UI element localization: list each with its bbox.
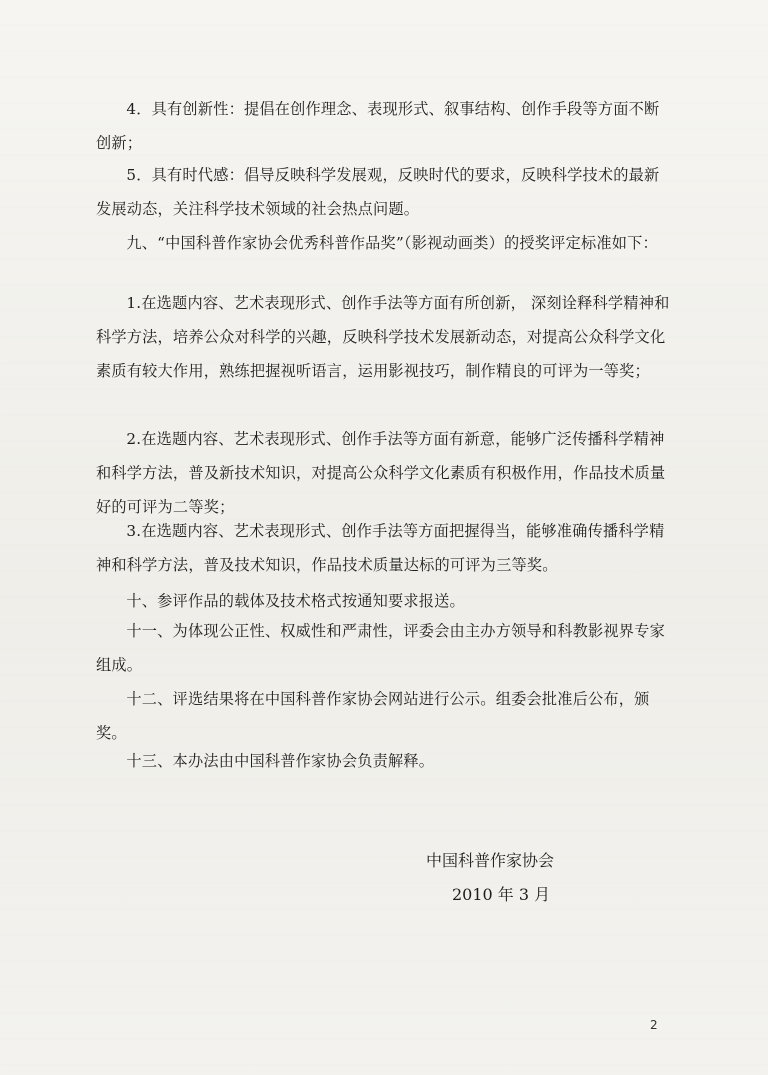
signature-organization: 中国科普作家协会 — [426, 851, 555, 870]
paragraph-timeliness: 5．具有时代感：倡导反映科学发展观，反映时代的要求，反映科学技术的最新发展动态，关注科学技术领域的社会热点问题。 — [96, 166, 660, 218]
paragraph-third-prize: 3.在选题内容、艺术表现形式、创作手法等方面把握得当，能够准确传播科学精神和科学方法，普及技术知识，作品技术质量达标的可评为三等奖。 — [96, 522, 665, 574]
paragraph-interpretation: 十三、本办法由中国科普作家协会负责解释。 — [126, 752, 435, 770]
signature-date: 2010 年 3 月 — [452, 885, 551, 904]
paragraph-innovation: 4．具有创新性：提倡在创作理念、表现形式、叙事结构、创作手段等方面不断创新； — [96, 100, 660, 152]
paragraph-criteria-heading: 九、“中国科普作家协会优秀科普作品奖”（影视动画类）的授奖评定标准如下： — [126, 234, 658, 252]
paragraph-jury: 十一、为体现公正性、权威性和严肃性，评委会由主办方领导和科教影视界专家组成。 — [96, 622, 665, 674]
paragraph-first-prize: 1.在选题内容、艺术表现形式、创作手法等方面有所创新， 深刻诠释科学精神和科学方法，培养公众对科学的兴趣，反映科学技术发展新动态，对提高公众科学文化素质有较大作用，熟练把握视听语言，运用影视技巧，制作精良的可评为一等奖； — [96, 294, 670, 380]
paragraph-format: 十、参评作品的载体及技术格式按通知要求报送。 — [126, 592, 465, 610]
paragraph-results: 十二、评选结果将在中国科普作家协会网站进行公示。组委会批准后公布，颁奖。 — [96, 690, 650, 742]
page-number: 2 — [650, 1018, 658, 1032]
paragraph-second-prize: 2.在选题内容、艺术表现形式、创作手法等方面有新意，能够广泛传播科学精神和科学方法，普及新技术知识，对提高公众科学文化素质有积极作用，作品技术质量好的可评为二等奖； — [96, 430, 666, 516]
